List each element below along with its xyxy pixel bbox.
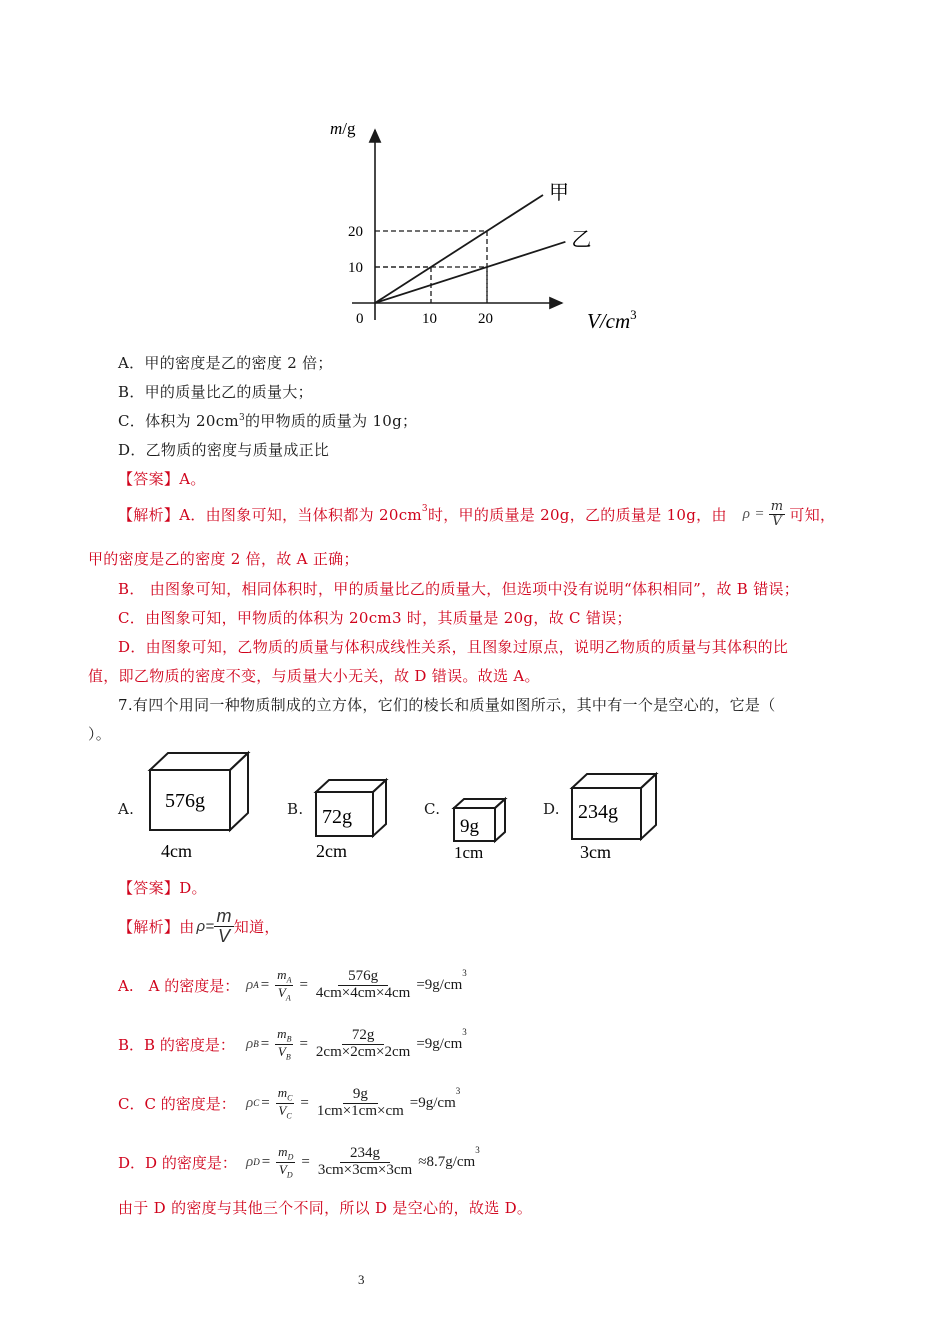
svg-text:2cm: 2cm xyxy=(316,841,347,861)
q7-stem-end: ）。 xyxy=(88,725,112,743)
origin-label: 0 xyxy=(356,311,364,327)
svg-text:72g: 72g xyxy=(322,806,352,828)
svg-text:9g: 9g xyxy=(460,816,479,837)
svg-text:234g: 234g xyxy=(578,801,618,823)
y-axis-label: m/g xyxy=(330,119,356,138)
q6-option-b: B．甲的质量比乙的质量大； xyxy=(118,383,313,401)
svg-text:4cm: 4cm xyxy=(161,841,192,861)
mass-volume-graph xyxy=(300,110,680,340)
x-axis-label: $V/cm^3$ xyxy=(587,307,637,333)
q6-option-a: A．甲的密度是乙的密度 2 倍； xyxy=(118,354,333,372)
page-number: 3 xyxy=(358,1272,365,1287)
calc-label: A. A 的密度是： xyxy=(118,976,240,995)
series-label: 甲 xyxy=(549,182,569,204)
cube-a-option: A. xyxy=(118,800,135,818)
svg-text:1cm: 1cm xyxy=(454,843,484,862)
calc-label: D．D 的密度是： xyxy=(118,1153,237,1172)
svg-text:576g: 576g xyxy=(165,790,205,812)
cube-c xyxy=(450,796,520,866)
q6-analysis-d2: 值，即乙物质的密度不变，与质量大小无关，故 D 错误。故选 A。 xyxy=(88,667,540,685)
q6-analysis-d1: D．由图象可知，乙物质的质量与体积成线性关系，且图象过原点，说明乙物质的质量与其体积的比 xyxy=(118,638,789,656)
tick-labels xyxy=(348,224,493,327)
q7-conclusion: 由于 D 的密度与其他三个不同，所以 D 是空心的，故选 D。 xyxy=(118,1199,533,1217)
cube-c-option: C. xyxy=(424,800,441,818)
x-tick-label: 20 xyxy=(478,311,493,327)
density-calc-row xyxy=(118,1145,480,1180)
density-calc-row xyxy=(118,1086,460,1121)
q6-analysis-b: B． 由图象可知，相同体积时，甲的质量比乙的质量大，但选项中没有说明“体积相同”，故 B 错误； xyxy=(118,580,800,598)
cube-b-option: B. xyxy=(287,800,304,818)
q6-analysis-a-line2: 甲的密度是乙的密度 2 倍，故 A 正确； xyxy=(88,550,359,568)
cube-a xyxy=(145,748,255,863)
calc-label: C．C 的密度是： xyxy=(118,1094,236,1113)
series-line-1 xyxy=(375,242,565,303)
calc-formula: ρ D = $\frac{m_D}{V_D}$ = $\frac{234g}{3cm\times 3cm\times 3cm}$ ≈ 8.7g/cm $^3$ xyxy=(246,1144,480,1180)
q7-stem: 7.有四个用同一种物质制成的立方体，它们的棱长和质量如图所示，其中有一个是空心的，它是（ xyxy=(118,696,776,714)
q6-analysis-c: C．由图象可知，甲物质的体积为 20cm3 时，其质量是 20g，故 C 错误； xyxy=(118,609,632,627)
density-calc-row xyxy=(118,968,467,1003)
q7-analysis-intro: 【解析】由 ρ= $\frac{m}{V}$ 知道， xyxy=(118,906,280,946)
series-line-0 xyxy=(375,195,543,303)
x-tick-label: 10 xyxy=(422,311,437,327)
series-label: 乙 xyxy=(571,228,592,251)
svg-text:3cm: 3cm xyxy=(580,842,611,862)
q6-analysis-a: 【解析】A．由图象可知，当体积都为 20cm $^3$ 时，甲的质量是 20g，乙的质量是 10g，由 ρ = $\frac{m}{V}$ 可知， xyxy=(118,499,836,529)
series-lines xyxy=(375,182,591,303)
cube-b xyxy=(312,776,392,861)
calc-formula: ρ C = $\frac{m_C}{V_C}$ = $\frac{9g}{1cm\times 1cm\times cm}$ = 9g/cm $^3$ xyxy=(246,1085,461,1121)
y-tick-label: 10 xyxy=(348,260,363,276)
cube-d-option: D. xyxy=(543,800,560,818)
cube-d xyxy=(568,770,663,865)
q7-answer: 【答案】D。 xyxy=(118,879,207,897)
y-tick-label: 20 xyxy=(348,224,363,240)
density-calc-row xyxy=(118,1027,467,1062)
q6-option-c: C．体积为 $20cm^3$的甲物质的质量为 10g； xyxy=(118,412,418,430)
q6-answer: 【答案】A。 xyxy=(118,470,206,488)
calc-formula: ρ B = $\frac{m_B}{V_B}$ = $\frac{72g}{2cm\times 2cm\times 2cm}$ = 9g/cm $^3$ xyxy=(246,1026,467,1062)
q6-option-d: D．乙物质的密度与质量成正比 xyxy=(118,441,330,459)
calc-formula: ρ A = $\frac{m_A}{V_A}$ = $\frac{576g}{4cm\times 4cm\times 4cm}$ = 9g/cm $^3$ xyxy=(246,967,467,1003)
calc-label: B．B 的密度是： xyxy=(118,1035,235,1054)
